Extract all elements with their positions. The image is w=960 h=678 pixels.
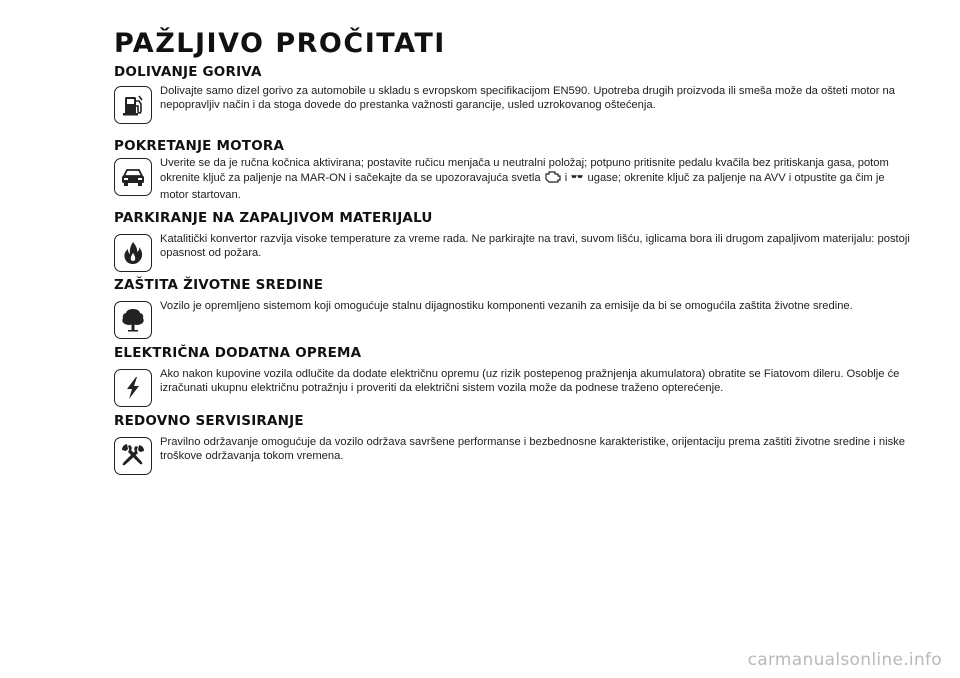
section-title: POKRETANJE MOTORA [114, 138, 285, 154]
page-title: PAŽLJIVO PROČITATI [114, 28, 446, 59]
section-engine-start [114, 138, 914, 202]
section-text [160, 156, 912, 202]
engine-warning-icon [544, 170, 562, 188]
section-title: ZAŠTITA ŽIVOTNE SREDINE [114, 277, 324, 293]
fuel-pump-icon [114, 86, 152, 124]
section-title: PARKIRANJE NA ZAPALJIVOM MATERIJALU [114, 210, 433, 226]
section-text: Katalitički konvertor razvija visoke temperature za vreme rada. Ne parkirajte na travi, suvom lišću, iglicama bora ili drugom zapaljivom materijalu: postoji opasnost od požara. [160, 233, 910, 259]
section-text: Pravilno održavanje omogućuje da vozilo održava savršene performanse i bezbednosne karakteristike, orijentaciju prema zaštiti životne sredine i niske troškove održavanja tokom vremena. [160, 436, 905, 462]
section-parking [114, 210, 914, 260]
section-text: Ako nakon kupovine vozila odlučite da dodate električnu opremu (uz rizik postepenog pražnjenja akumulatora) obratite se Fiatovom dileru. Osoblje će izračunati ukupnu električnu potražnju i proveriti da električni sistem vozila može da podnese traženo opterećenje. [160, 368, 900, 394]
fire-icon [114, 234, 152, 272]
text-part: Uverite se da je ručna kočnica aktivirana; postavite ručicu menjača u neutralni položaj; potpuno pritisnite pedalu kvačila bez pritiskanja gasa, potom okrenite ključ za paljenje na MAR-ON i sačekajte da se upozoravajuća svetla [160, 157, 889, 184]
section-title: REDOVNO SERVISIRANJE [114, 413, 304, 429]
car-icon [114, 158, 152, 196]
section-title: DOLIVANJE GORIVA [114, 64, 262, 80]
lightning-icon [114, 369, 152, 407]
section-title: ELEKTRIČNA DODATNA OPREMA [114, 345, 362, 361]
watermark: carmanualsonline.info [747, 650, 942, 670]
tree-icon [114, 301, 152, 339]
wrench-icon [114, 437, 152, 475]
section-text: Dolivajte samo dizel gorivo za automobile u skladu s evropskom specifikacijom EN590. Upotreba drugih proizvoda ili smeša može da ošteti motor na nepopravljiv način i da stoga dovede do prestanka važnosti garancije, usled uzrokovanog oštećenja. [160, 85, 895, 111]
glow-plug-icon [570, 172, 584, 188]
section-maintenance [114, 413, 914, 463]
section-environment [114, 277, 914, 313]
text-part: i [564, 172, 568, 184]
text-part: ugase; okrenite ključ za paljenje na AVV i otpustite ga čim je motor startovan. [160, 172, 885, 201]
section-text: Vozilo je opremljeno sistemom koji omogućuje stalnu dijagnostiku komponenti vezanih za emisije da bi se omogućila zaštita životne sredine. [160, 300, 853, 312]
section-electrical [114, 345, 914, 395]
section-fueling [114, 64, 914, 112]
